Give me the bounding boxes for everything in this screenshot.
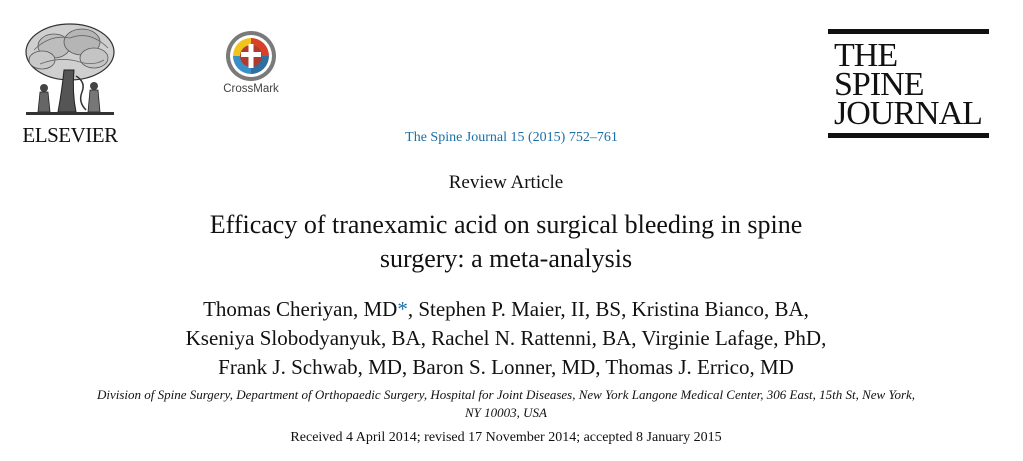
author-line-1 bbox=[0, 295, 1012, 324]
author-line-1-rest: , Stephen P. Maier, II, BS, Kristina Bianco, BA, bbox=[407, 297, 809, 321]
article-title-line-1: Efficacy of tranexamic acid on surgical bleeding in spine bbox=[209, 210, 803, 239]
author-list bbox=[0, 295, 1012, 382]
affiliation bbox=[0, 386, 1012, 422]
affiliation-line-1: Division of Spine Surgery, Department of Orthopaedic Surgery, Hospital for Joint Diseases, New York Langone Medical Center, 306 East, 15th St, New York, bbox=[96, 387, 916, 402]
journal-logo-line-2: SPINE bbox=[834, 66, 924, 103]
article-title-line-2: surgery: a meta-analysis bbox=[379, 244, 633, 273]
received-dates: Received 4 April 2014; revised 17 November 2014; accepted 8 January 2015 bbox=[290, 430, 722, 445]
author-line-2: Kseniya Slobodyanyuk, BA, Rachel N. Rattenni, BA, Virginie Lafage, PhD, bbox=[185, 326, 827, 350]
journal-logo-top-rule bbox=[828, 29, 989, 34]
publisher-name: ELSEVIER bbox=[22, 123, 118, 147]
article-type: Review Article bbox=[448, 172, 564, 193]
journal-logo-line-3: JOURNAL bbox=[834, 95, 982, 132]
journal-logo bbox=[828, 29, 989, 140]
journal-citation[interactable]: The Spine Journal 15 (2015) 752–761 bbox=[405, 130, 618, 145]
author-line-3: Frank J. Schwab, MD, Baron S. Lonner, MD, Thomas J. Errico, MD bbox=[218, 355, 794, 379]
corresponding-author-link[interactable]: * bbox=[397, 297, 408, 321]
affiliation-line-2: NY 10003, USA bbox=[465, 405, 547, 420]
article-title bbox=[0, 208, 1012, 276]
crossmark-label: CrossMark bbox=[223, 83, 279, 95]
first-author: Thomas Cheriyan, MD bbox=[203, 297, 398, 321]
elsevier-tree-icon bbox=[20, 20, 120, 120]
journal-logo-line-1: THE bbox=[834, 37, 898, 74]
crossmark-badge[interactable] bbox=[214, 30, 288, 104]
crossmark-icon bbox=[225, 30, 277, 82]
